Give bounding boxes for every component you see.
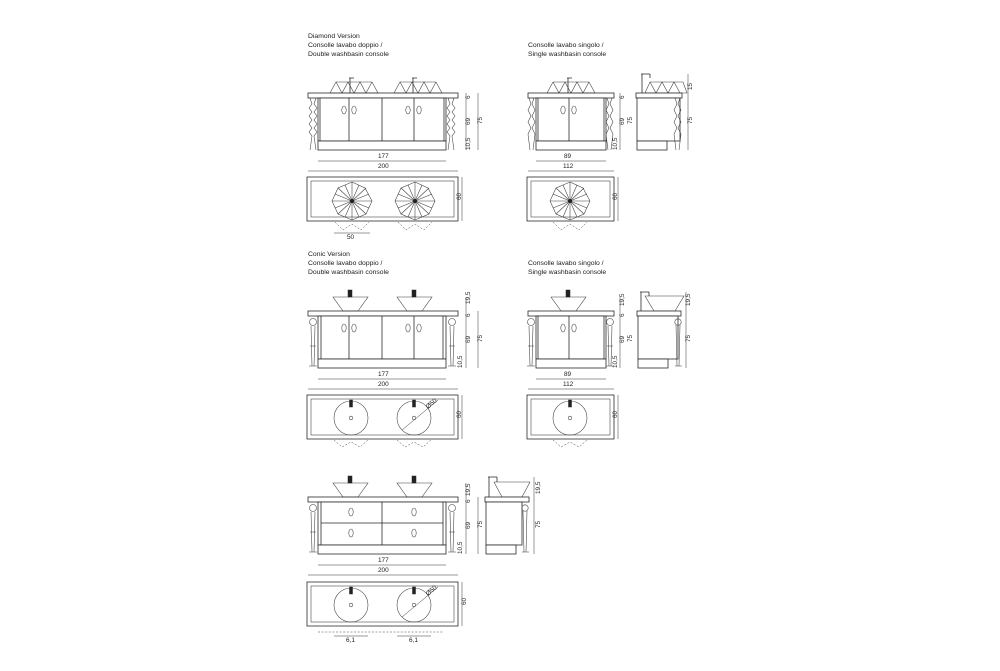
- drawer-side-view: [485, 477, 542, 554]
- diamond-single-plan-view: [527, 177, 619, 230]
- dim-label: 200: [378, 381, 389, 388]
- conic-single-title-en: Single washbasin console: [528, 269, 607, 276]
- conic-double-title-it: Consolle lavabo doppio /: [308, 260, 383, 267]
- drawer-double-plan-view: [307, 582, 468, 644]
- dim-label: 75: [685, 334, 692, 342]
- dim-label: 112: [563, 381, 574, 388]
- dim-label: 75: [535, 520, 542, 528]
- dim-label: 75: [477, 116, 484, 124]
- dim-label: Ø50: [424, 584, 439, 598]
- drawer-double-front-view: [308, 476, 484, 575]
- dim-label: 6: [465, 313, 472, 317]
- diamond-version-titles: [308, 33, 606, 58]
- dim-label: 177: [378, 153, 389, 160]
- dim-label: 69: [465, 521, 472, 529]
- conic-version-titles: [308, 251, 606, 276]
- dim-label: 6: [619, 313, 626, 317]
- dim-label: 200: [378, 567, 389, 574]
- dim-label: 89: [564, 153, 572, 160]
- dim-label: 75: [627, 116, 634, 124]
- dim-label: 75: [477, 334, 484, 342]
- conic-double-front-view: [308, 290, 484, 389]
- dim-label: 50: [347, 234, 355, 241]
- dim-label: 69: [465, 335, 472, 343]
- dim-label: 10,5: [465, 137, 472, 150]
- diamond-side-view: [636, 74, 694, 150]
- diamond-double-front-view: [308, 78, 484, 171]
- dim-label: 10,5: [612, 355, 619, 368]
- dim-label: 60: [461, 597, 468, 605]
- dim-label: 19,5: [465, 291, 472, 304]
- dim-label: 75: [477, 520, 484, 528]
- diamond-double-plan-view: [307, 177, 463, 241]
- dim-label: 15: [687, 82, 694, 90]
- diamond-single-title-it: Consolle lavabo singolo /: [528, 42, 604, 49]
- dim-label: Ø50: [424, 397, 439, 411]
- dim-label: 6,1: [409, 637, 418, 644]
- diamond-version-title: Diamond Version: [308, 33, 360, 40]
- dim-label: 10,5: [457, 541, 464, 554]
- conic-double-plan-view: [307, 395, 463, 447]
- dim-label: 6: [619, 95, 626, 99]
- dim-label: 19,5: [619, 293, 626, 306]
- dim-label: 75: [687, 116, 694, 124]
- diamond-single-title-en: Single washbasin console: [528, 51, 607, 58]
- dim-label: 69: [619, 117, 626, 125]
- dim-label: 6,1: [346, 637, 355, 644]
- dim-label: 89: [564, 371, 572, 378]
- dim-label: 60: [612, 192, 619, 200]
- conic-double-title-en: Double washbasin console: [308, 269, 389, 276]
- dim-label: 75: [627, 334, 634, 342]
- conic-single-title-it: Consolle lavabo singolo /: [528, 260, 604, 267]
- conic-single-front-view: [527, 290, 634, 389]
- dim-label: 177: [378, 371, 389, 378]
- dim-label: 6: [465, 95, 472, 99]
- dim-label: 60: [612, 410, 619, 418]
- dim-label: 19,5: [535, 481, 542, 494]
- diamond-single-front-view: [528, 78, 634, 171]
- dim-label: 69: [465, 117, 472, 125]
- dim-label: 200: [378, 163, 389, 170]
- dim-label: 19,5: [685, 293, 692, 306]
- conic-version-title: Conic Version: [308, 251, 350, 258]
- diamond-double-title-it: Consolle lavabo doppio /: [308, 42, 383, 49]
- dim-label: 10,5: [457, 355, 464, 368]
- dim-label: 112: [563, 163, 574, 170]
- conic-side-view: [637, 292, 692, 368]
- conic-single-plan-view: [527, 395, 619, 447]
- dim-label: 10,5: [612, 137, 619, 150]
- dim-label: 19,5: [465, 483, 472, 496]
- dim-label: 69: [619, 335, 626, 343]
- dim-label: 60: [456, 410, 463, 418]
- dim-label: 6: [465, 499, 472, 503]
- dim-label: 60: [456, 192, 463, 200]
- diamond-double-title-en: Double washbasin console: [308, 51, 389, 58]
- dim-label: 177: [378, 557, 389, 564]
